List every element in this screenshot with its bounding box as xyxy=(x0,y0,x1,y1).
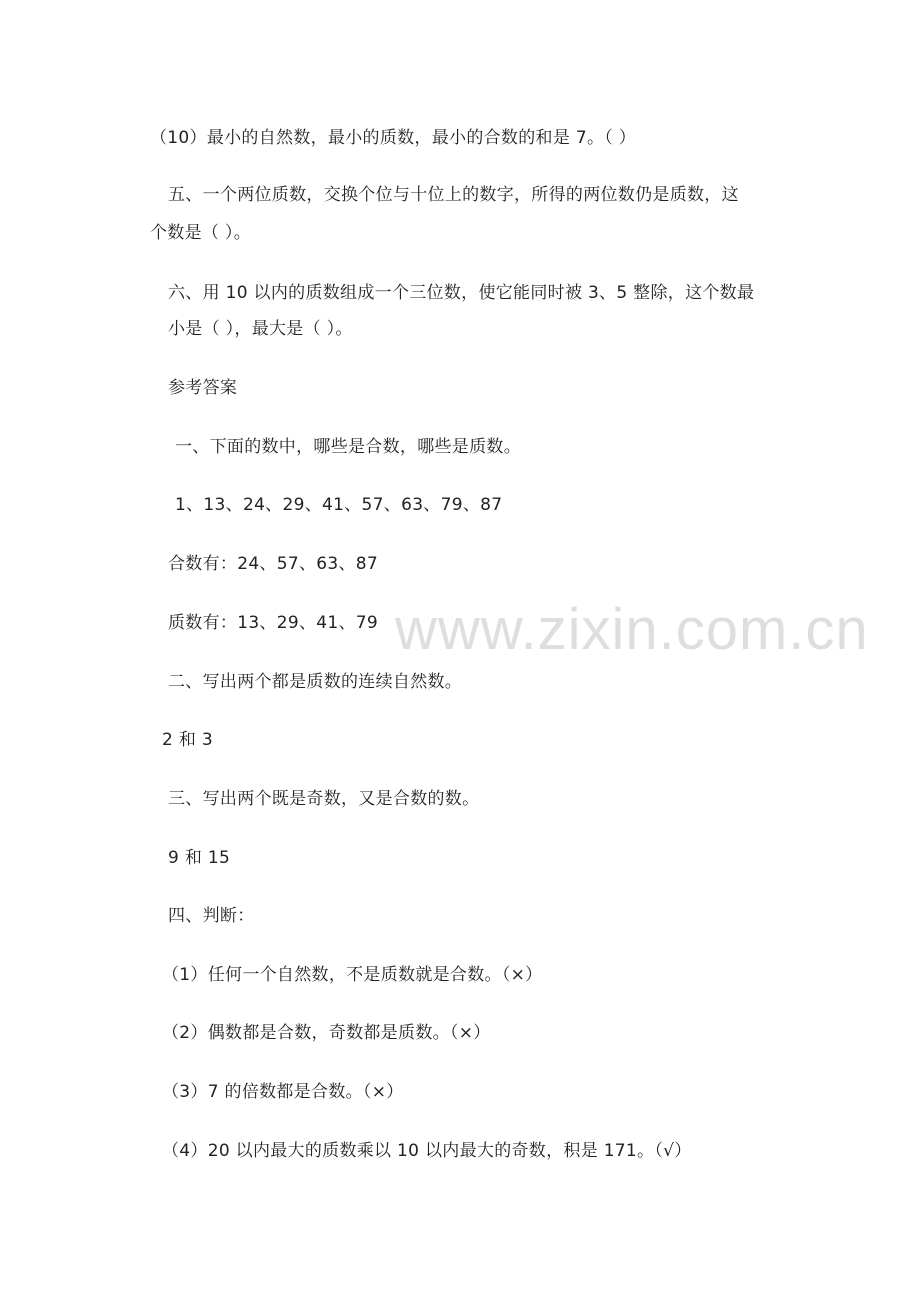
judgment-3: （3）7 的倍数都是合数。（×） xyxy=(162,1082,404,1102)
answer-1-numbers: 1、13、24、29、41、57、63、79、87 xyxy=(175,495,503,515)
judgment-1: （1）任何一个自然数，不是质数就是合数。（×） xyxy=(162,965,543,985)
judgment-4: （4）20 以内最大的质数乘以 10 以内最大的奇数，积是 171。（√） xyxy=(162,1141,692,1161)
question-6-line-2: 小是（ ），最大是（ ）。 xyxy=(168,319,353,339)
answer-3-value: 9 和 15 xyxy=(168,848,231,868)
answer-1-heading: 一、下面的数中，哪些是合数，哪些是质数。 xyxy=(175,437,521,457)
question-5-line-2: 个数是（ ）。 xyxy=(150,223,252,243)
answer-3-heading: 三、写出两个既是奇数，又是合数的数。 xyxy=(168,789,480,809)
question-5-line-1: 五、一个两位质数，交换个位与十位上的数字，所得的两位数仍是质数，这 xyxy=(168,185,739,205)
question-6-line-1: 六、用 10 以内的质数组成一个三位数，使它能同时被 3、5 整除，这个数最 xyxy=(168,283,755,303)
judgment-2: （2）偶数都是合数，奇数都是质数。（×） xyxy=(162,1023,491,1043)
answer-2-heading: 二、写出两个都是质数的连续自然数。 xyxy=(168,672,463,692)
question-10-line: （10）最小的自然数，最小的质数，最小的合数的和是 7。（ ） xyxy=(150,128,637,148)
answer-1-primes: 质数有：13、29、41、79 xyxy=(168,613,379,633)
answer-heading: 参考答案 xyxy=(168,378,238,398)
site-watermark: www.zixin.com.cn xyxy=(395,597,869,662)
answer-4-heading: 四、判断： xyxy=(168,906,255,926)
answer-1-composites: 合数有：24、57、63、87 xyxy=(168,554,379,574)
answer-2-value: 2 和 3 xyxy=(162,730,213,750)
